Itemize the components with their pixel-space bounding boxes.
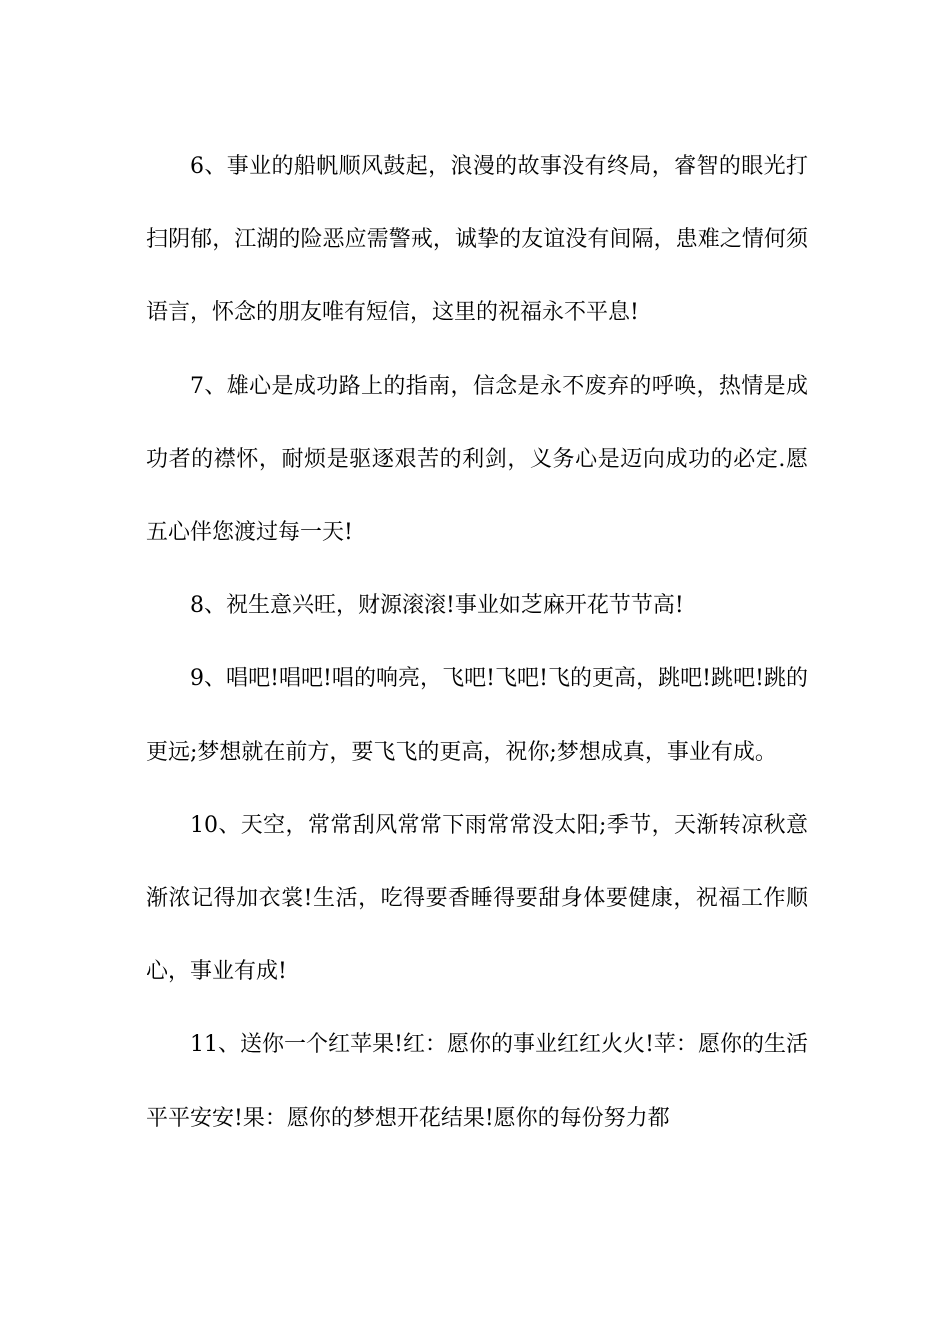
paragraph-7: 7、雄心是成功路上的指南，信念是永不废弃的呼唤，热情是成功者的襟怀，耐烦是驱逐艰苦的利剑，义务心是迈向成功的必定.愿五心伴您渡过每一天! (146, 373, 808, 546)
paragraph-10: 10、天空，常常刮风常常下雨常常没太阳;季节，天渐转凉秋意渐浓记得加衣裳!生活，吃得要香睡得要甜身体要健康，祝福工作顺心，事业有成! (146, 812, 808, 985)
paragraph-9: 9、唱吧!唱吧!唱的响亮，飞吧!飞吧!飞的更高，跳吧!跳吧!跳的更远;梦想就在前方，要飞飞的更高，祝你;梦想成真，事业有成。 (146, 666, 808, 765)
document-page (146, 130, 808, 1155)
paragraph-8: 8、祝生意兴旺，财源滚滚!事业如芝麻开花节节高! (190, 593, 684, 619)
paragraph-11: 11、送你一个红苹果!红：愿你的事业红红火火!苹：愿你的生活平平安安!果：愿你的梦想开花结果!愿你的每份努力都 (146, 1032, 808, 1131)
paragraph-6: 6、事业的船帆顺风鼓起，浪漫的故事没有终局，睿智的眼光打扫阴郁，江湖的险恶应需警戒，诚挚的友谊没有间隔，患难之情何须语言，怀念的朋友唯有短信，这里的祝福永不平息! (146, 154, 808, 326)
